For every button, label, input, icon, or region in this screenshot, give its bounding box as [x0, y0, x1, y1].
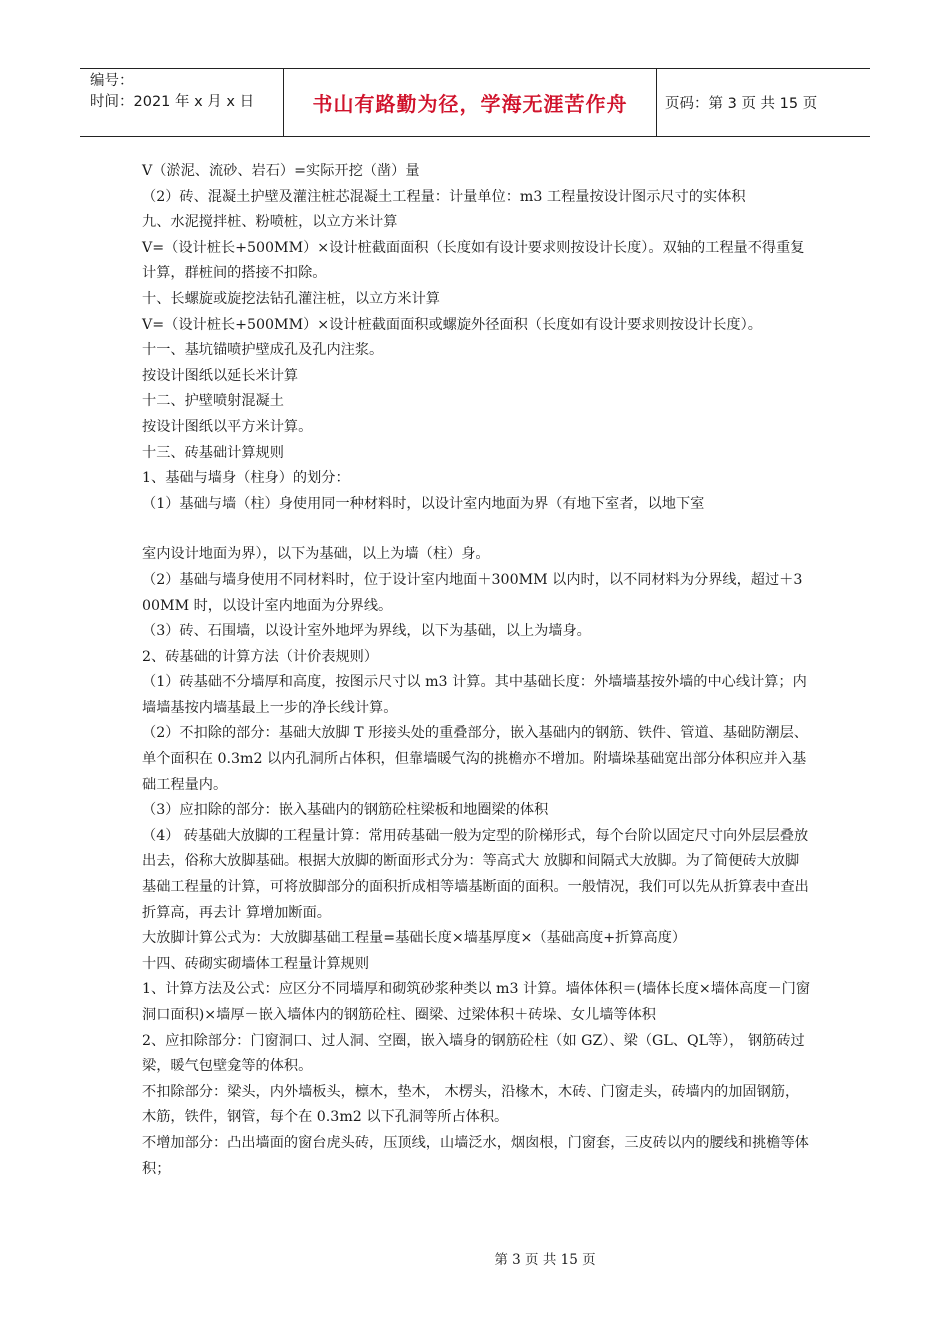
paragraph: （1）砖基础不分墙厚和高度，按图示尺寸以 m3 计算。其中基础长度：外墙墙基按外墙的中心线计算；内墙墙基按内墙基最上一步的净长线计算。 [142, 674, 807, 716]
page-footer: 第 3 页 共 15 页 [494, 1252, 596, 1268]
document-number: 编号： [90, 73, 134, 89]
paragraph: 十、长螺旋或旋挖法钻孔灌注桩，以立方米计算 [142, 290, 440, 307]
paragraph: 十四、砖砌实砌墙体工程量计算规则 [142, 955, 370, 972]
header-motto: 书山有路勤为径，学海无涯苦作舟 [283, 69, 657, 136]
paragraph: 1、计算方法及公式：应区分不同墙厚和砌筑砂浆种类以 m3 计算。墙体体积＝(墙体长度×墙体高度－门窗洞口面积)×墙厚－嵌入墙体内的钢筋砼柱、圈梁、过梁体积＋砖垛、女儿墙等体积 [142, 981, 811, 1023]
paragraph: （2）基础与墙身使用不同材料时，位于设计室内地面＋300MM 以内时，以不同材料为分界线，超过＋300MM 时，以设计室内地面为分界线。 [142, 571, 803, 614]
paragraph: 十一、基坑锚喷护壁成孔及孔内注浆。 [142, 342, 384, 359]
paragraph: 2、应扣除部分：门窗洞口、过人洞、空圈，嵌入墙身的钢筋砼柱（如 GZ）、梁（GL、QL等）， 钢筋砖过梁，暖气包壁龛等的体积。 [142, 1032, 805, 1075]
paragraph: 九、水泥搅拌桩、粉喷桩，以立方米计算 [142, 214, 398, 231]
paragraph: 2、砖基础的计算方法（计价表规则） [142, 648, 379, 665]
paragraph: V（淤泥、流砂、岩石）=实际开挖（凿）量 [142, 163, 420, 179]
paragraph: 不增加部分：凸出墙面的窗台虎头砖，压顶线，山墙泛水，烟囱根，门窗套，三皮砖以内的腰线和挑檐等体积； [142, 1134, 809, 1177]
paragraph: V=（设计桩长+500MM）×设计桩截面面积（长度如有设计要求则按设计长度）。双轴的工程量不得重复计算，群桩间的搭接不扣除。 [142, 239, 805, 282]
paragraph: 十二、护壁喷射混凝土 [142, 393, 284, 410]
document-header [80, 68, 870, 137]
document-body [142, 159, 810, 1182]
paragraph: （2）砖、混凝土护壁及灌注桩芯混凝土工程量：计量单位：m3 工程量按设计图示尺寸的实体积 [142, 188, 746, 205]
paragraph: （2）不扣除的部分：基础大放脚 T 形接头处的重叠部分，嵌入基础内的钢筋、铁件、管道、基础防潮层、单个面积在 0.3m2 以内孔洞所占体积，但靠墙暖气沟的挑檐亦不增加。附墙垛基础宽出部分体积应并入基础工程量内。 [142, 725, 808, 793]
paragraph: 1、基础与墙身（柱身）的划分： [142, 470, 350, 487]
paragraph: 室内设计地面为界），以下为基础，以上为墙（柱）身。 [142, 546, 490, 563]
paragraph: 按设计图纸以延长米计算 [142, 367, 299, 384]
paragraph: V=（设计桩长+500MM）×设计桩截面面积或螺旋外径面积（长度如有设计要求则按设计长度）。 [142, 316, 762, 333]
paragraph: （3）砖、石围墙，以设计室外地坪为界线，以下为基础，以上为墙身。 [142, 623, 591, 640]
paragraph: 不扣除部分：梁头，内外墙板头，檩木，垫木， 木楞头，沿椽木，木砖、门窗走头，砖墙内的加固钢筋，木筋，铁件，钢管，每个在 0.3m2 以下孔洞等所占体积。 [142, 1083, 800, 1126]
paragraph: （1）基础与墙（柱）身使用同一种材料时，以设计室内地面为界（有地下室者，以地下室 [142, 495, 705, 512]
paragraph: （3）应扣除的部分：嵌入基础内的钢筋砼柱梁板和地圈梁的体积 [142, 802, 549, 819]
paragraph: 十三、砖基础计算规则 [142, 444, 284, 461]
paragraph: （4） 砖基础大放脚的工程量计算：常用砖基础一般为定型的阶梯形式，每个台阶以固定尺寸向外层层叠放出去，俗称大放脚基础。根据大放脚的断面形式分为：等高式大 放脚和间隔式大放脚。为了简便砖大放脚基础工程量的计算，可将放脚部分的面积折成相等墙基断面的面积。一般情况，我们可以先从折算表中查出折算高，再去计 算增加断面。 [142, 827, 809, 921]
paragraph: 大放脚计算公式为：大放脚基础工程量=基础长度×墙基厚度×（基础高度+折算高度） [142, 930, 687, 947]
header-page-number: 页码：第 3 页 共 15 页 [665, 96, 818, 112]
header-meta [80, 69, 283, 136]
paragraph: 按设计图纸以平方米计算。 [142, 418, 313, 435]
document-date: 时间：2021 年 x 月 x 日 [90, 94, 255, 110]
